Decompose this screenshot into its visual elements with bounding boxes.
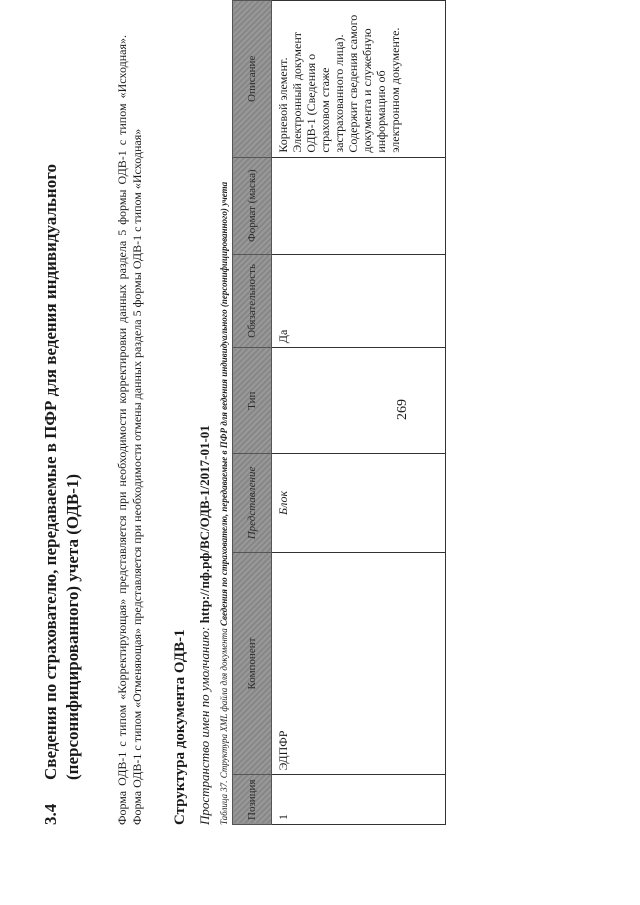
structure-title: Структура документа ОДВ-1	[172, 629, 188, 825]
caption-prefix: Таблица 37. Структура XML файла для документа	[219, 625, 229, 825]
namespace-line	[197, 125, 213, 825]
page-number: 269	[395, 399, 410, 420]
structure-table	[232, 0, 446, 825]
header-position: Позиция	[233, 775, 272, 825]
cell-component: ЭДПФР	[272, 552, 446, 775]
table-header-row	[233, 1, 272, 825]
cell-presentation: Блок	[272, 454, 446, 552]
table-row	[272, 1, 446, 825]
section-number: 3.4	[41, 803, 60, 825]
table-caption	[219, 5, 229, 825]
header-presentation: Представление	[233, 454, 272, 552]
header-type: Тип	[233, 348, 272, 454]
header-component: Компонент	[233, 552, 272, 775]
cell-type	[272, 348, 446, 454]
namespace-label: Пространство имен по умолчанию:	[197, 626, 212, 825]
section-title: Сведения по страхователю, передаваемые в ПФР для ведения индивидуального (персонифицированного) учета (ОДВ-1)	[41, 163, 82, 780]
header-required: Обязательность	[233, 254, 272, 348]
cell-position: 1	[272, 775, 446, 825]
cell-description: Корневой элемент. Электронный документ ОДВ-1 (Сведения о страховом стаже застрахованного лица). Содержит сведения самого документа и служебную информацию об электронном документе.	[272, 1, 446, 158]
caption-title: Сведения по страхователю, передаваемые в ПФР для ведения индивидуального (персонифицированного) учета	[219, 181, 229, 626]
header-format: Формат (маска)	[233, 157, 272, 254]
intro-paragraph: Форма ОДВ-1 с типом «Корректирующая» представляется при необходимости корректировки данных раздела 5 формы ОДВ-1 с типом «Исходная». Форма ОДВ-1 с типом «Отменяющая» представляется при необходимости отмены данных раздела 5 формы ОДВ-1 с типом «Исходная»	[115, 35, 144, 825]
cell-required: Да	[272, 254, 446, 348]
cell-format	[272, 157, 446, 254]
namespace-url: http://пф.рф/ВС/ОДВ-1/2017-01-01	[197, 425, 212, 624]
header-description: Описание	[233, 1, 272, 158]
